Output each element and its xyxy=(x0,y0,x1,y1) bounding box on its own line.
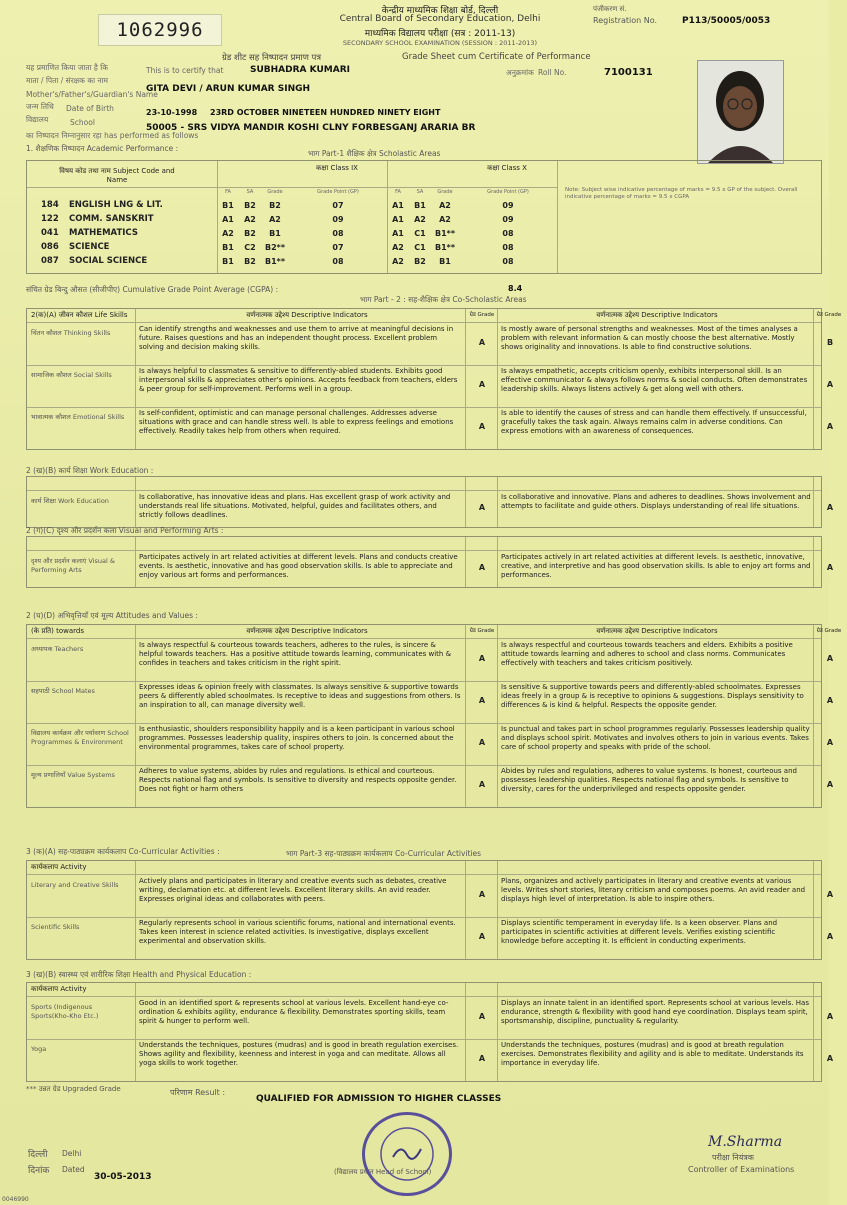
descriptor-class9: Can identify strengths and weaknesses and use them to arrive at meaningful decisions in future. Raises questions and has an independent thought process. Excellent problem solving and decision making skills. xyxy=(139,325,454,352)
sub-col-header: Grade xyxy=(267,189,283,195)
grade-class9: A xyxy=(478,890,486,899)
desc-header: वर्णनात्मक उद्देश्य Descriptive Indicators xyxy=(596,311,718,319)
descriptor-class10: Is always empathetic, accepts criticism openly, exhibits interpersonal skill. Is an effective communicator & always follows norms & social conducts. Often demonstrates leadership skills. Always listens actively & get along well with others. xyxy=(501,367,808,394)
parents-name: GITA DEVI / ARUN KUMAR SINGH xyxy=(146,84,311,94)
date-label: Dated xyxy=(62,1165,85,1174)
roll-number: 7100131 xyxy=(604,67,653,78)
grade-class10: A xyxy=(826,890,834,899)
grade-cell: A2 xyxy=(244,215,256,224)
row-label: अध्यापक Teachers xyxy=(31,645,84,653)
grade-class10: B xyxy=(826,338,834,347)
reg-label: Registration No. xyxy=(593,16,658,25)
subject-code: 041 xyxy=(41,228,59,238)
grade-class10: A xyxy=(826,932,834,941)
parents-hindi: माता / पिता / संरक्षक का नाम xyxy=(26,76,108,85)
descriptor-class10: Plans, organizes and actively participates in literary and creative events at various levels. Writes short stories, literary criticism and composes poems. An avid reader and displays high level of interpretation. Is able to inspire others. xyxy=(501,877,806,904)
certify-hindi: यह प्रमाणित किया जाता है कि xyxy=(26,63,108,72)
coscholastic-table xyxy=(26,308,842,450)
descriptor-class9: Is self-confident, optimistic and can manage personal challenges. Addresses adverse situations with grace and can handle stress well. Is able to express feelings and emotions effectively. Readily takes help from others when required. xyxy=(139,409,454,436)
row-label: दृश्य और प्रदर्शन कलाएं Visual & Performing Arts xyxy=(31,557,115,575)
title-hindi: ग्रेड शीट सह निष्पादन प्रमाण पत्र xyxy=(222,53,322,63)
desc-header: वर्णनात्मक उद्देश्य Descriptive Indicators xyxy=(246,311,368,319)
grade-class10: A xyxy=(826,563,834,572)
row-label: Yoga xyxy=(31,1045,47,1053)
grade-cell: A2 xyxy=(392,243,404,252)
subject-code: 122 xyxy=(41,214,59,224)
grade-cell: A2 xyxy=(414,215,426,224)
subject-name: SOCIAL SCIENCE xyxy=(69,256,148,266)
academic-heading: 1. शैक्षणिक निष्पादन Academic Performance : xyxy=(26,144,179,153)
grade-cell: 07 xyxy=(332,201,344,210)
descriptor-class10: Is sensitive & supportive towards peers and differently-abled schoolmates. Expresses ideas freely in a group & is receptive to opinions & suggestions. Displays sensitivity to differences & is kind & helpful. Respects the opposite gender. xyxy=(501,683,804,710)
footer-code: 0046990 xyxy=(2,1196,29,1203)
table-title: कार्यकलाप Activity xyxy=(31,985,87,993)
grade-class10: A xyxy=(826,503,834,512)
grade-cell: A2 xyxy=(222,229,234,238)
grade-cell: 09 xyxy=(332,215,344,224)
grade-class10: A xyxy=(826,380,834,389)
grade-cell: A2 xyxy=(439,215,451,224)
desc-header: वर्णनात्मक उद्देश्य Descriptive Indicators xyxy=(596,627,718,635)
performed-text: का निष्पादन निम्नानुसार रहा has performed as follows xyxy=(26,131,199,140)
descriptor-class10: Is mostly aware of personal strengths and weaknesses. Most of the times analyses a problem with relevant information & can mostly choose the best alternative. Mostly shows originality and innovations. Is able to find constructive solutions. xyxy=(501,325,798,352)
descriptor-class9: Expresses ideas & opinion freely with classmates. Is always sensitive & supportive towards peers & differently abled schoolmates. Is receptive to ideas and suggestions from others. Is an inspiration to all, can manage diversity well. xyxy=(139,683,461,710)
class9-header: कक्षा Class IX xyxy=(316,164,358,172)
grade-class9: A xyxy=(478,503,486,512)
parents-label: Mother's/Father's/Guardian's Name xyxy=(26,90,158,99)
grade-class9: A xyxy=(478,696,486,705)
grade-cell: 07 xyxy=(332,243,344,252)
part2-heading: भाग Part - 2 : सह-शैक्षिक क्षेत्र Co-Scholastic Areas xyxy=(360,295,527,304)
controller-label: Controller of Examinations xyxy=(688,1165,795,1174)
grade-cell: B1** xyxy=(434,229,456,238)
grade-cell: C1 xyxy=(414,229,426,238)
class10-header: कक्षा Class X xyxy=(487,164,527,172)
grade-cell: B2 xyxy=(244,201,256,210)
grade-header: ग्रेड Grade xyxy=(816,628,842,634)
grade-cell: 09 xyxy=(502,201,514,210)
row-label: कार्य शिक्षा Work Education xyxy=(31,497,109,505)
grade-cell: A2 xyxy=(439,201,451,210)
grade-class10: A xyxy=(826,780,834,789)
grade-class9: A xyxy=(478,780,486,789)
sub-col-header: FA xyxy=(395,189,401,195)
grade-header: ग्रेड Grade xyxy=(816,312,842,318)
grade-class9: A xyxy=(478,738,486,747)
school-hindi: विद्यालय xyxy=(26,115,49,124)
coscholastic-table xyxy=(26,982,834,1082)
grade-cell: 08 xyxy=(332,257,344,266)
descriptor-class10: Displays an innate talent in an identified sport. Represents school at various levels. Has endurance, strength & flexibility with good hand eye coordination. Displays team spirit, sportsmanship, discipline, punctuality & regularity. xyxy=(501,999,809,1026)
grade-class9: A xyxy=(478,380,486,389)
roll-label: Roll No. xyxy=(538,68,567,77)
work-heading: 2 (ख)(B) कार्य शिक्षा Work Education : xyxy=(26,466,154,475)
descriptor-class9: Good in an identified sport & represents school at various levels. Excellent hand-eye co-ordination & exhibits agility, endurance & flexibility. Demonstrates sporting skills, team spirit & hunger to perform well. xyxy=(139,999,449,1026)
subject-code: 087 xyxy=(41,256,59,266)
subject-name: COMM. SANSKRIT xyxy=(69,214,154,224)
grade-cell: 08 xyxy=(332,229,344,238)
desc-header: वर्णनात्मक उद्देश्य Descriptive Indicators xyxy=(246,627,368,635)
controller-hindi: परीक्षा नियंत्रक xyxy=(712,1153,754,1162)
coscholastic-table xyxy=(26,536,834,588)
grade-cell: B1 xyxy=(269,229,281,238)
candidate-name: SUBHADRA KUMARI xyxy=(250,65,350,75)
sub-col-header: SA xyxy=(416,189,424,195)
grade-cell: B1 xyxy=(439,257,451,266)
grade-cell: C2 xyxy=(244,243,256,252)
dob: 23-10-1998 xyxy=(146,108,198,117)
dob-hindi: जन्म तिथि xyxy=(26,102,54,111)
exam-hindi: माध्यमिक विद्यालय परीक्षा (सत्र : 2011-13) xyxy=(364,29,516,39)
roll-hindi: अनुक्रमांक xyxy=(506,68,534,77)
descriptor-class9: Is always helpful to classmates & sensitive to differently-abled students. Exhibits good interpersonal skills & appreciates other's opinions. Accepts feedback from teachers, elders & peer group for self-improvement. Performs well in a group. xyxy=(139,367,458,394)
serial-number: 1062996 xyxy=(98,14,222,46)
grade-cell: C1 xyxy=(414,243,426,252)
descriptor-class10: Participates actively in art related activities at different levels. Is aesthetic, innovative, creative, and interpretive and has good observation skills. Is able to enjoy art forms and performances. xyxy=(501,553,811,580)
candidate-photo xyxy=(697,60,784,164)
sub-col-header: Grade xyxy=(437,189,453,195)
row-label: भावात्मक कौशल Emotional Skills xyxy=(31,413,125,421)
subject-code: 086 xyxy=(41,242,59,252)
row-label: विद्यालय कार्यक्रम और पर्यावरण School Programmes & Environment xyxy=(31,729,129,747)
cgpa-label: संचित ग्रेड बिन्दु औसत (सीजीपीए) Cumulative Grade Point Average (CGPA) : xyxy=(26,285,279,294)
descriptor-class9: Is collaborative, has innovative ideas and plans. Has excellent grasp of work activity and understands real life situations. Motivated, helpful, guides and facilitates others, and strictly follows deadlines. xyxy=(139,493,451,520)
subject-name: SCIENCE xyxy=(69,242,110,252)
grade-cell: A1 xyxy=(222,215,234,224)
cgpa-value: 8.4 xyxy=(508,284,523,293)
sub-col-header: Grade Point (GP) xyxy=(487,189,529,195)
coscholastic-table xyxy=(26,860,834,960)
grade-class9: A xyxy=(478,654,486,663)
grade-class9: A xyxy=(478,338,486,347)
grade-header: ग्रेड Grade xyxy=(469,628,495,634)
row-label: सहपाठी School Mates xyxy=(31,687,95,695)
upgraded-note: *** उन्नत ग्रेड Upgraded Grade xyxy=(26,1085,121,1093)
grade-cell: B2 xyxy=(244,229,256,238)
subject-col-header: विषय कोड तथा नाम Subject Code and Name xyxy=(59,167,175,185)
descriptor-class10: Abides by rules and regulations, adheres to value systems. Is honest, courteous and possesses leadership qualities. Respects national flag and symbols. Is sensitive to diversity, cares for the underprivileged and respects opposite gender. xyxy=(501,767,797,794)
descriptor-class10: Is punctual and takes part in school programmes regularly. Possesses leadership quality and displays school spirit. Motivates and involves others to join in various events. Takes care of school property and speaks with pride of the school. xyxy=(501,725,810,752)
table-title: (के प्रति) towards xyxy=(31,627,84,635)
part3-label: भाग Part-3 सह-पाठ्यक्रम कार्यकलाप Co-Curricular Activities xyxy=(286,849,482,858)
grade-cell: A1 xyxy=(392,229,404,238)
subject-code: 184 xyxy=(41,200,59,210)
grade-cell: 08 xyxy=(502,257,514,266)
reg-number: P113/50005/0053 xyxy=(682,16,771,26)
grade-header: ग्रेड Grade xyxy=(469,312,495,318)
grade-cell: B2 xyxy=(269,201,281,210)
grade-cell: 08 xyxy=(502,229,514,238)
descriptor-class9: Understands the techniques, postures (mudras) and is good in breath regulation exercises. Shows agility and flexibility, keenness and interest in yoga and can meditate. Allows all yoga skills to work together. xyxy=(139,1041,459,1068)
descriptor-class9: Regularly represents school in various scientific forums, national and international events. Takes keen interest in science related activities. Is investigative, displays excellent experimental and observation skills. xyxy=(139,919,456,946)
date-value: 30-05-2013 xyxy=(94,1172,152,1182)
grade-cell: A2 xyxy=(392,257,404,266)
board-name: Central Board of Secondary Education, Delhi xyxy=(339,14,541,24)
subject-name: ENGLISH LNG & LIT. xyxy=(69,200,163,210)
part1-label: भाग Part-1 शैक्षिक क्षेत्र Scholastic Areas xyxy=(308,149,441,158)
grade-cell: 09 xyxy=(502,215,514,224)
dob-words: 23RD OCTOBER NINETEEN HUNDRED NINETY EIGHT xyxy=(210,108,441,117)
grade-cell: 08 xyxy=(502,243,514,252)
grade-cell: B1 xyxy=(222,257,234,266)
school-name: 50005 - SRS VIDYA MANDIR KOSHI CLNY FORBESGANJ ARARIA BR xyxy=(146,123,476,133)
controller-signature: M.Sharma xyxy=(708,1134,783,1150)
table-title: 2(क)(A) जीवन कौशल Life Skills xyxy=(31,311,128,319)
grade-class10: A xyxy=(826,1054,834,1063)
grade-cell: A1 xyxy=(392,201,404,210)
descriptor-class10: Is always respectful and courteous towards teachers and elders. Exhibits a positive attitude towards learning and adheres to school and class norms. Communicates effectively with teachers and takes criticism positively. xyxy=(501,641,793,668)
coscholastic-table xyxy=(26,476,834,528)
descriptor-class9: Is enthusiastic, shoulders responsibility happily and is a keen participant in various school programmes. Possesses leadership quality, inspires others to join. Is concerned about the environmental programmes, takes care of school property. xyxy=(139,725,455,752)
grade-class10: A xyxy=(826,422,834,431)
subject-name: MATHEMATICS xyxy=(69,228,138,238)
result-label: परिणाम Result : xyxy=(170,1088,226,1097)
school-stamp xyxy=(362,1112,452,1196)
row-label: Literary and Creative Skills xyxy=(31,881,119,889)
visual-heading: 2 (ग)(C) दृश्य और प्रदर्शन कला Visual and Performing Arts : xyxy=(26,526,224,535)
grade-cell: B1** xyxy=(264,257,286,266)
sub-col-header: SA xyxy=(246,189,254,195)
grade-cell: B2 xyxy=(414,257,426,266)
sub-col-header: FA xyxy=(225,189,231,195)
descriptor-class10: Displays scientific temperament in everyday life. Is a keen observer. Plans and participates in scientific activities at different levels. Verifies existing scientific knowledge before accepting it. Is efficient in conducting experiments. xyxy=(501,919,778,946)
row-label: सामाजिक कौशल Social Skills xyxy=(31,371,112,379)
grade-class9: A xyxy=(478,422,486,431)
row-label: Sports (Indigenous Sports(Kho-Kho Etc.) xyxy=(31,1003,99,1021)
grade-class10: A xyxy=(826,696,834,705)
descriptor-class9: Is always respectful & courteous towards teachers, adheres to the rules, is sincere & helpful towards teachers. Has a positive attitude towards learning, communicates with & confides in teachers and takes criticism in the right spirit. xyxy=(139,641,452,668)
descriptor-class9: Actively plans and participates in literary and creative events such as debates, creative writing, declamation etc. at different levels. Excellent literary skills. An avid reader. Expresses original ideas and collaborates with peers. xyxy=(139,877,447,904)
grade-class9: A xyxy=(478,932,486,941)
grade-cell: B1 xyxy=(222,243,234,252)
descriptor-class9: Participates actively in art related activities at different levels. Plans and conducts creative events. Is aesthetic, innovative and has good observation skills. Is able to appreciate and enjoy various art forms and performances. xyxy=(139,553,458,580)
health-heading: 3 (ख)(B) स्वास्थ्य एवं शारीरिक शिक्षा Health and Physical Education : xyxy=(26,970,252,979)
grade-cell: B2 xyxy=(244,257,256,266)
title: Grade Sheet cum Certificate of Performance xyxy=(402,52,591,62)
attitudes-heading: 2 (घ)(D) अभिवृत्तियाँ एवं मूल्य Attitudes and Values : xyxy=(26,611,198,620)
reg-hindi: पंजीकरण सं. xyxy=(593,5,627,13)
grade-class9: A xyxy=(478,1012,486,1021)
dob-label: Date of Birth xyxy=(66,104,114,113)
row-label: चिंतन कौशल Thinking Skills xyxy=(31,329,111,337)
row-label: Scientific Skills xyxy=(31,923,80,931)
place: Delhi xyxy=(62,1149,82,1158)
cocurricular-heading: 3 (क)(A) सह-पाठ्यक्रम कार्यकलाप Co-Curricular Activities : xyxy=(26,847,220,856)
grade-note: Note: Subject wise indicative percentage of marks = 9.5 x GP of the subject. Overall indicative percentage of marks = 9.5 x CGPA xyxy=(565,187,798,200)
place-hindi: दिल्ली xyxy=(28,1150,48,1160)
coscholastic-table xyxy=(26,624,842,808)
grade-cell: B1** xyxy=(434,243,456,252)
school-label: School xyxy=(70,118,95,127)
grade-cell: A2 xyxy=(269,215,281,224)
board-hindi: केन्द्रीय माध्यमिक शिक्षा बोर्ड, दिल्ली xyxy=(381,6,499,16)
row-label: मूल्य प्रणालियाँ Value Systems xyxy=(31,771,115,779)
descriptor-class9: Adheres to value systems, abides by rules and regulations. Is ethical and courteous. Respects national flag and symbols. Is sensitive to diversity and respects opposite gender. Does not fight or harm others xyxy=(139,767,457,794)
result-value: QUALIFIED FOR ADMISSION TO HIGHER CLASSES xyxy=(256,1094,502,1104)
sub-col-header: Grade Point (GP) xyxy=(317,189,359,195)
table-title: कार्यकलाप Activity xyxy=(31,863,87,871)
grade-cell: B1 xyxy=(414,201,426,210)
grade-cell: A1 xyxy=(392,215,404,224)
certify-label: This is to certify that xyxy=(146,66,224,75)
academic-table xyxy=(26,160,822,274)
grade-class9: A xyxy=(478,563,486,572)
descriptor-class10: Is collaborative and innovative. Plans and adheres to deadlines. Shows involvement and attempts to facilitate and guide others. Displays understanding of real life situations. xyxy=(501,493,811,511)
grade-class10: A xyxy=(826,1012,834,1021)
grade-class10: A xyxy=(826,738,834,747)
descriptor-class10: Is able to identify the causes of stress and can handle them effectively. If unsuccessful, gracefully takes the task again. Always remains calm in adverse conditions. Can express emotions with an awareness of consequences. xyxy=(501,409,807,436)
grade-class10: A xyxy=(826,654,834,663)
exam-name: SECONDARY SCHOOL EXAMINATION (SESSION : 2011-2013) xyxy=(342,39,538,47)
school-signature-label: (विद्यालय प्रधान Head of School) xyxy=(334,1168,432,1176)
grade-class9: A xyxy=(478,1054,486,1063)
grade-cell: B2** xyxy=(264,243,286,252)
descriptor-class10: Understands the techniques, postures (mudras) and is good at breath regulation exercises. Demonstrates flexibility and agility and is able to meditate. Understands its importance in everyday life. xyxy=(501,1041,804,1068)
grade-cell: B1 xyxy=(222,201,234,210)
date-hindi: दिनांक xyxy=(28,1166,50,1176)
